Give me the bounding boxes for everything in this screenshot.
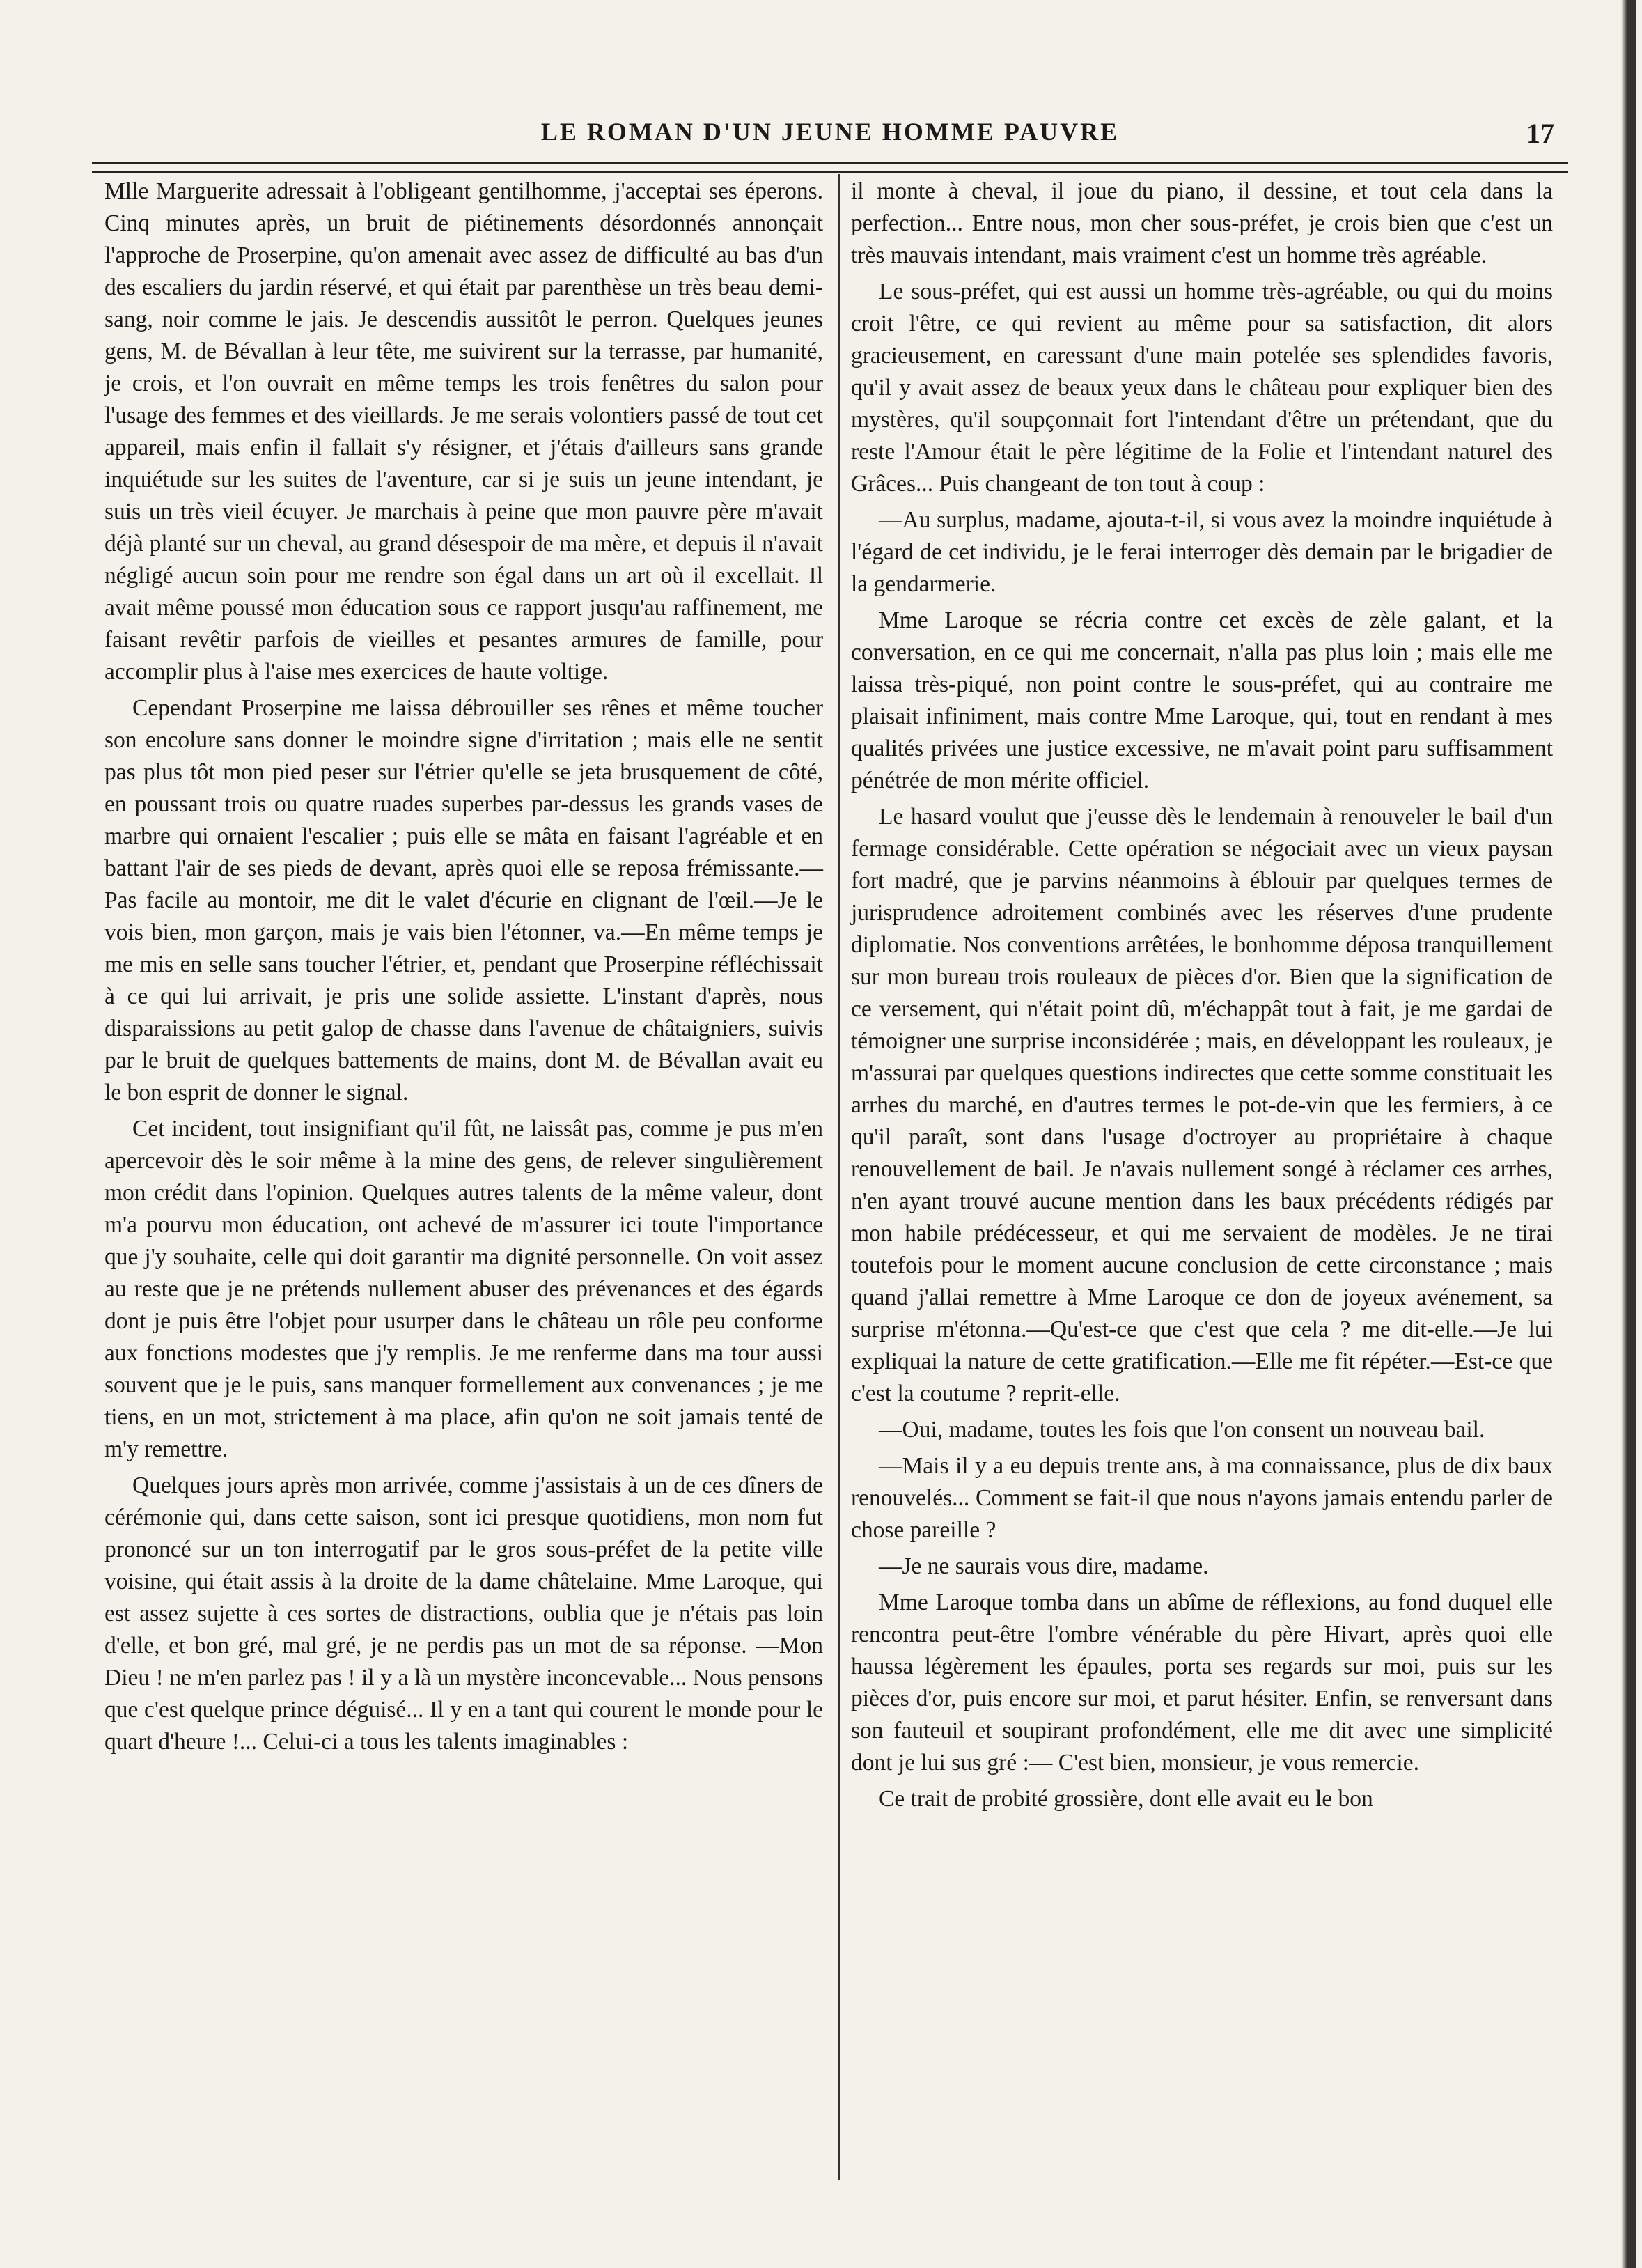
paragraph: il monte à cheval, il joue du piano, il dessine, et tout cela dans la perfection... Entre nous, mon cher sous-préfet, je crois bien que c'est un très mauvais intendant, mais vraiment c'est un homme très agréable. [851, 178, 1553, 268]
paragraph: —Au surplus, madame, ajouta-t-il, si vous avez la moindre inquiétude à l'égard de cet individu, je le ferai interroger dès demain par le brigadier de la gendarmerie. [851, 507, 1553, 597]
header-rule [92, 162, 1568, 173]
paragraph: —Oui, madame, toutes les fois que l'on consent un nouveau bail. [879, 1417, 1485, 1443]
running-title: LE ROMAN D'UN JEUNE HOMME PAUVRE [540, 118, 1120, 146]
page-number: 17 [1526, 118, 1554, 149]
left-column [104, 176, 823, 1762]
paragraph: Ce trait de probité grossière, dont elle avait eu le bon [879, 1786, 1373, 1812]
page-header [92, 117, 1568, 160]
right-column [851, 176, 1553, 1819]
column-divider [838, 174, 840, 2180]
scan-edge-mark [1621, 0, 1636, 2268]
paragraph: Le sous-préfet, qui est aussi un homme très-agréable, ou qui du moins croit l'être, ce qui revient au même pour sa satisfaction, dit alors gracieusement, en caressant d'une main potelée ses splendides favoris, qu'il y avait assez de beaux yeux dans le château pour expliquer bien des mystères, qu'il soupçonnait fort l'intendant d'être un prétendant, que du reste l'Amour était le père légitime de la Folie et l'intendant naturel des Grâces... Puis changeant de ton tout à coup : [851, 279, 1553, 497]
paragraph: Quelques jours après mon arrivée, comme j'assistais à un de ces dîners de cérémonie qui, dans cette saison, sont ici presque quotidiens, mon nom fut prononcé sur un ton interrogatif par le gros sous-préfet de la petite ville voisine, qui était assis à la droite de la dame châtelaine. Mme Laroque, qui est assez sujette à ces sortes de distractions, oublia que je n'étais pas loin d'elle, et bon gré, mal gré, je ne perdis pas un mot de sa réponse. —Mon Dieu ! ne m'en parlez pas ! il y a là un mystère inconcevable... Nous pensons que c'est quelque prince déguisé... Il y en a tant qui courent le monde pour le quart d'heure !... Celui-ci a tous les talents imaginables : [104, 1473, 823, 1755]
paragraph: —Je ne saurais vous dire, madame. [879, 1553, 1209, 1579]
paragraph: —Mais il y a eu depuis trente ans, à ma connaissance, plus de dix baux renouvelés... Comment se fait-il que nous n'ayons jamais entendu parler de chose pareille ? [851, 1453, 1553, 1543]
paragraph: Mme Laroque se récria contre cet excès de zèle galant, et la conversation, en ce qui me concernait, n'alla pas plus loin ; mais elle me laissa très-piqué, non point contre le sous-préfet, qui au contraire me plaisait infiniment, mais contre Mme Laroque, qui, tout en rendant à mes qualités privées une justice excessive, ne m'avait point paru suffisamment pénétrée de mon mérite officiel. [851, 607, 1553, 793]
paragraph: Cependant Proserpine me laissa débrouiller ses rênes et même toucher son encolure sans donner le moindre signe d'irritation ; mais elle ne sentit pas plus tôt mon pied peser sur l'étrier qu'elle se jeta brusquement de côté, en poussant trois ou quatre ruades superbes par-dessus les grands vases de marbre qui ornaient l'escalier ; puis elle se mâta en faisant l'agréable et en battant l'air de ses pieds de devant, après quoi elle se reposa frémissante.—Pas facile au montoir, me dit le valet d'écurie en clignant de l'œil.—Je le vois bien, mon garçon, mais je vais bien l'étonner, va.—En même temps je me mis en selle sans toucher l'étrier, et, pendant que Proserpine réfléchissait à ce qui lui arrivait, je pris une solide assiette. L'instant d'après, nous disparaissions au petit galop de chasse dans l'avenue de châtaigniers, suivis par le bruit de quelques battements de mains, dont M. de Bévallan avait eu le bon esprit de donner le signal. [104, 695, 823, 1105]
paragraph: Cet incident, tout insignifiant qu'il fût, ne laissât pas, comme je pus m'en apercevoir dès le soir même à la mine des gens, de relever singulièrement mon crédit dans l'opinion. Quelques autres talents de la même valeur, dont m'a pourvu mon éducation, ont achevé de m'assurer ici toute l'importance que j'y souhaite, celle qui doit garantir ma dignité personnelle. On voit assez au reste que je ne prétends nullement abuser des prévenances et des égards dont je puis être l'objet pour usurper dans le château un rôle peu conforme aux fonctions modestes que j'y remplis. Je me renferme dans ma tour aussi souvent que je le puis, sans manquer formellement aux convenances ; je me tiens, en un mot, strictement à ma place, afin qu'on ne soit jamais tenté de m'y remettre. [104, 1116, 823, 1462]
paragraph: Mlle Marguerite adressait à l'obligeant gentilhomme, j'acceptai ses éperons. Cinq minutes après, un bruit de piétinements désordonnés annonçait l'approche de Proserpine, qu'on amenait avec assez de difficulté au bas d'un des escaliers du jardin réservé, et qui était par parenthèse un très beau demi-sang, noir comme le jais. Je descendis aussitôt le perron. Quelques jeunes gens, M. de Bévallan à leur tête, me suivirent sur la terrasse, par humanité, je crois, et l'on ouvrait en même temps les trois fenêtres du salon pour l'usage des femmes et des vieillards. Je me serais volontiers passé de tout cet appareil, mais enfin il fallait s'y résigner, et j'étais d'ailleurs sans grande inquiétude sur les suites de l'aventure, car si je suis un jeune intendant, je suis un très vieil écuyer. Je marchais à peine que mon pauvre père m'avait déjà planté sur un cheval, au grand désespoir de ma mère, et depuis il n'avait négligé aucun soin pour me rendre son égal dans un art où il excellait. Il avait même poussé mon éducation sous ce rapport jusqu'au raffinement, me faisant revêtir parfois de vieilles et pesantes armures de famille, pour accomplir plus à l'aise mes exercices de haute voltige. [104, 178, 823, 685]
paragraph: Mme Laroque tomba dans un abîme de réflexions, au fond duquel elle rencontra peut-être l'ombre vénérable du père Hivart, après quoi elle haussa légèrement les épaules, porta ses regards sur moi, puis sur les pièces d'or, puis encore sur moi, et parut hésiter. Enfin, se renversant dans son fauteuil et soupirant profondément, elle me dit avec une simplicité dont je lui sus gré :— C'est bien, monsieur, je vous remercie. [851, 1590, 1553, 1776]
paragraph: Le hasard voulut que j'eusse dès le lendemain à renouveler le bail d'un fermage considérable. Cette opération se négociait avec un vieux paysan fort madré, que je parvins néanmoins à éblouir par quelques termes de jurisprudence adroitement combinés avec les réserves d'une prudente diplomatie. Nos conventions arrêtées, le bonhomme déposa tranquillement sur mon bureau trois rouleaux de pièces d'or. Bien que la signification de ce versement, qui n'était point dû, m'échappât tout à fait, je me gardai de témoigner une surprise inconsidérée ; mais, en développant les rouleaux, je m'assurai par quelques questions indirectes que cette somme constituait les arrhes du marché, en d'autres termes le pot-de-vin que les fermiers, à ce qu'il paraît, sont dans l'usage d'octroyer au propriétaire à chaque renouvellement de bail. Je n'avais nullement songé à réclamer ces arrhes, n'en ayant trouvé aucune mention dans les baux précédents rédigés par mon habile prédécesseur, et qui me servaient de modèles. Je ne tirai toutefois pour le moment aucune conclusion de cette circonstance ; mais quand j'allai remettre à Mme Laroque ce don de joyeux avénement, sa surprise m'étonna.—Qu'est-ce que c'est que cela ? me dit-elle.—Je lui expliquai la nature de cette gratification.—Elle me fit répéter.—Est-ce que c'est la coutume ? reprit-elle. [851, 804, 1553, 1406]
